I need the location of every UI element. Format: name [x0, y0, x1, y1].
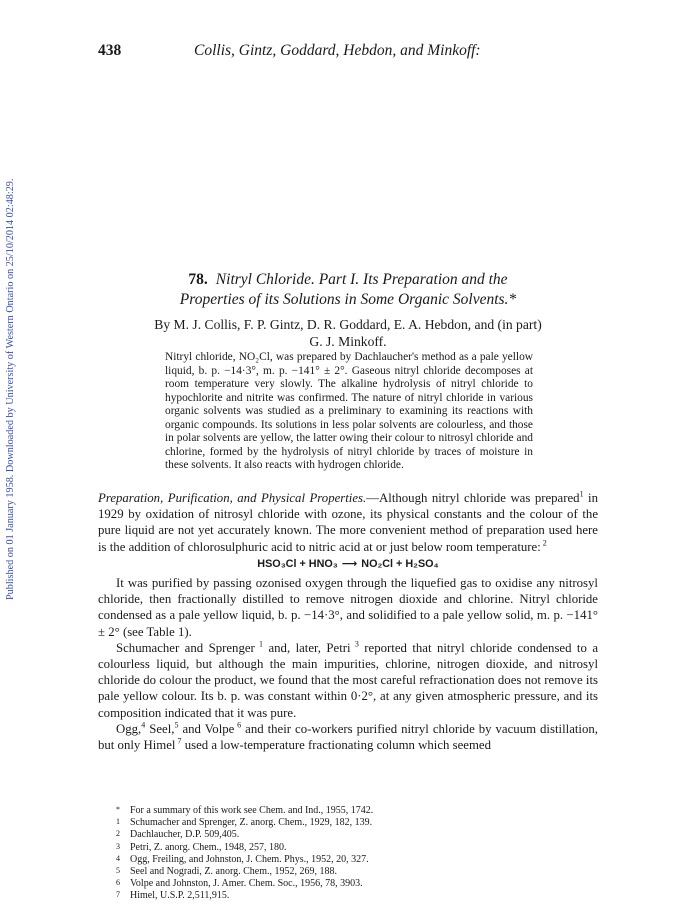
footnotes [116, 804, 596, 902]
footnote-text: Volpe and Johnston, J. Amer. Chem. Soc., 1956, 78, 3903. [130, 878, 363, 890]
reference-mark: 4 [141, 720, 146, 730]
reference-mark: 2 [540, 538, 547, 548]
equation-left: HSO₃Cl + HNO₃ [257, 557, 338, 570]
authors-line-1: By M. J. Collis, F. P. Gintz, D. R. Goddard, E. A. Hebdon, and (in part) [154, 317, 542, 332]
footnote-text: Dachlaucher, D.P. 509,405. [130, 829, 240, 841]
equation-right: NO₂Cl + H₂SO₄ [361, 557, 439, 570]
article-body [98, 490, 598, 753]
text-run: Schumacher and Sprenger [116, 640, 255, 655]
running-title: Collis, Gintz, Goddard, Hebdon, and Minkoff: [194, 42, 481, 59]
text-run: used a low-temperature fractionating column which seemed [181, 738, 491, 753]
reference-mark: 6 [234, 720, 242, 730]
footnote [116, 877, 596, 889]
footnote [116, 816, 596, 828]
reference-mark: 7 [175, 736, 182, 746]
footnote-text: Seel and Nogradi, Z. anorg. Chem., 1952, 269, 188. [130, 866, 338, 878]
reference-mark: 1 [254, 639, 264, 649]
footnote-mark: 5 [116, 866, 120, 876]
paragraph [98, 490, 598, 555]
text-run: reported that nitryl chloride condensed to a colourless liquid, but although the main impurities, chlorine, nitrogen dioxide, and nitrosyl chloride do colour the product, we found that the most careful refractionation does not remove its pale yellow colour. Its b. p. was constant within 0·2°, at any given atmospheric pressure, and its composition indicated that it was pure. [98, 640, 598, 720]
footnote-mark: * [116, 805, 120, 814]
authors-line-2: G. J. Minkoff. [309, 334, 387, 349]
footnote [116, 853, 596, 865]
footnote [116, 889, 596, 901]
footnote-mark: 6 [116, 878, 120, 888]
footnote [116, 865, 596, 877]
footnote-mark: 7 [116, 890, 120, 900]
footnote-text: For a summary of this work see Chem. and Ind., 1955, 1742. [130, 805, 374, 816]
paragraph [98, 721, 598, 753]
title-line-1 [98, 270, 598, 290]
section-lead: Preparation, Purification, and Physical Properties. [98, 491, 367, 505]
reference-mark: 5 [174, 720, 179, 730]
text-run: Ogg, [116, 721, 142, 736]
footnote-mark: 4 [116, 853, 120, 863]
paragraph [98, 640, 598, 721]
footnote-text: Petri, Z. anorg. Chem., 1948, 257, 180. [130, 841, 287, 853]
footnote [116, 828, 596, 840]
footnote-mark: 2 [116, 829, 120, 839]
download-watermark: Published on 01 January 1958. Downloaded by University of Western Ontario on 25/10/2014 02:48:29. [5, 178, 16, 600]
text-run: and Volpe [178, 721, 235, 736]
footnote-text: Schumacher and Sprenger, Z. anorg. Chem., 1929, 182, 139. [130, 817, 373, 829]
reaction-arrow: ⟶ [341, 557, 358, 570]
text-run: and, later, Petri [263, 640, 351, 655]
text-run: and their co-workers purified nitryl chloride by vacuum distillation, but only Himel [98, 721, 598, 753]
text-run: in 1929 by oxidation of nitrosyl chloride with ozone, its physical constants and the colour of the pure liquid are not yet accurately known. The more convenient method of preparation used here is the addition of chlorosulphuric acid to nitric acid at or just below room temperature: [98, 491, 599, 554]
page-number: 438 [98, 42, 122, 59]
footnote-text: Ogg, Freiling, and Johnston, J. Chem. Phys., 1952, 20, 327. [130, 853, 369, 865]
reference-mark: 1 [579, 489, 584, 499]
article-title [98, 270, 598, 310]
title-text-1: Nitryl Chloride. Part I. Its Preparation and the [215, 271, 508, 288]
footnote-text: Himel, U.S.P. 2,511,915. [130, 890, 230, 902]
reference-mark: 3 [350, 639, 359, 649]
title-line-2: Properties of its Solutions in Some Organic Solvents.* [179, 291, 517, 308]
footnote [116, 841, 596, 853]
chemical-equation [98, 556, 598, 572]
text-run: Seel, [145, 721, 175, 736]
text-run: —Although nitryl chloride was prepared [366, 491, 580, 505]
footnote [116, 804, 596, 816]
footnote-mark: 1 [116, 817, 120, 827]
running-header [98, 42, 598, 64]
paragraph: It was purified by passing ozonised oxygen through the liquefied gas to oxidise any nitrosyl chloride, then fractionally distilled to remove nitrogen dioxide and chlorine. Nitryl chloride condensed as a pale yellow liquid, b. p. −14·3°, and solidified to a pale yellow solid, m. p. −141° ± 2° (see Table 1). [98, 576, 598, 639]
abstract: Nitryl chloride, NO₂Cl, was prepared by Dachlaucher's method as a pale yellow liquid, b. p. −14·3°, m. p. −141° ± 2°. Gaseous nitryl chloride decomposes at room temperature very slowly. The alkaline hydrolysis of nitryl chloride to hypochlorite and nitrite was confirmed. The nature of nitryl chloride in various organic solvents was studied as a preliminary to examining its reactions with organic compounds. Its solutions in less polar solvents are colourless, and those in polar solvents are yellow, the latter owing their colour to nitrosyl chloride and chlorine, formed by the hydrolysis of nitryl chloride by traces of moisture in these solvents. It also reacts with hydrogen chloride. [165, 351, 533, 471]
author-list [98, 316, 598, 350]
footnote-mark: 3 [116, 841, 120, 851]
article-number: 78. [188, 271, 208, 288]
